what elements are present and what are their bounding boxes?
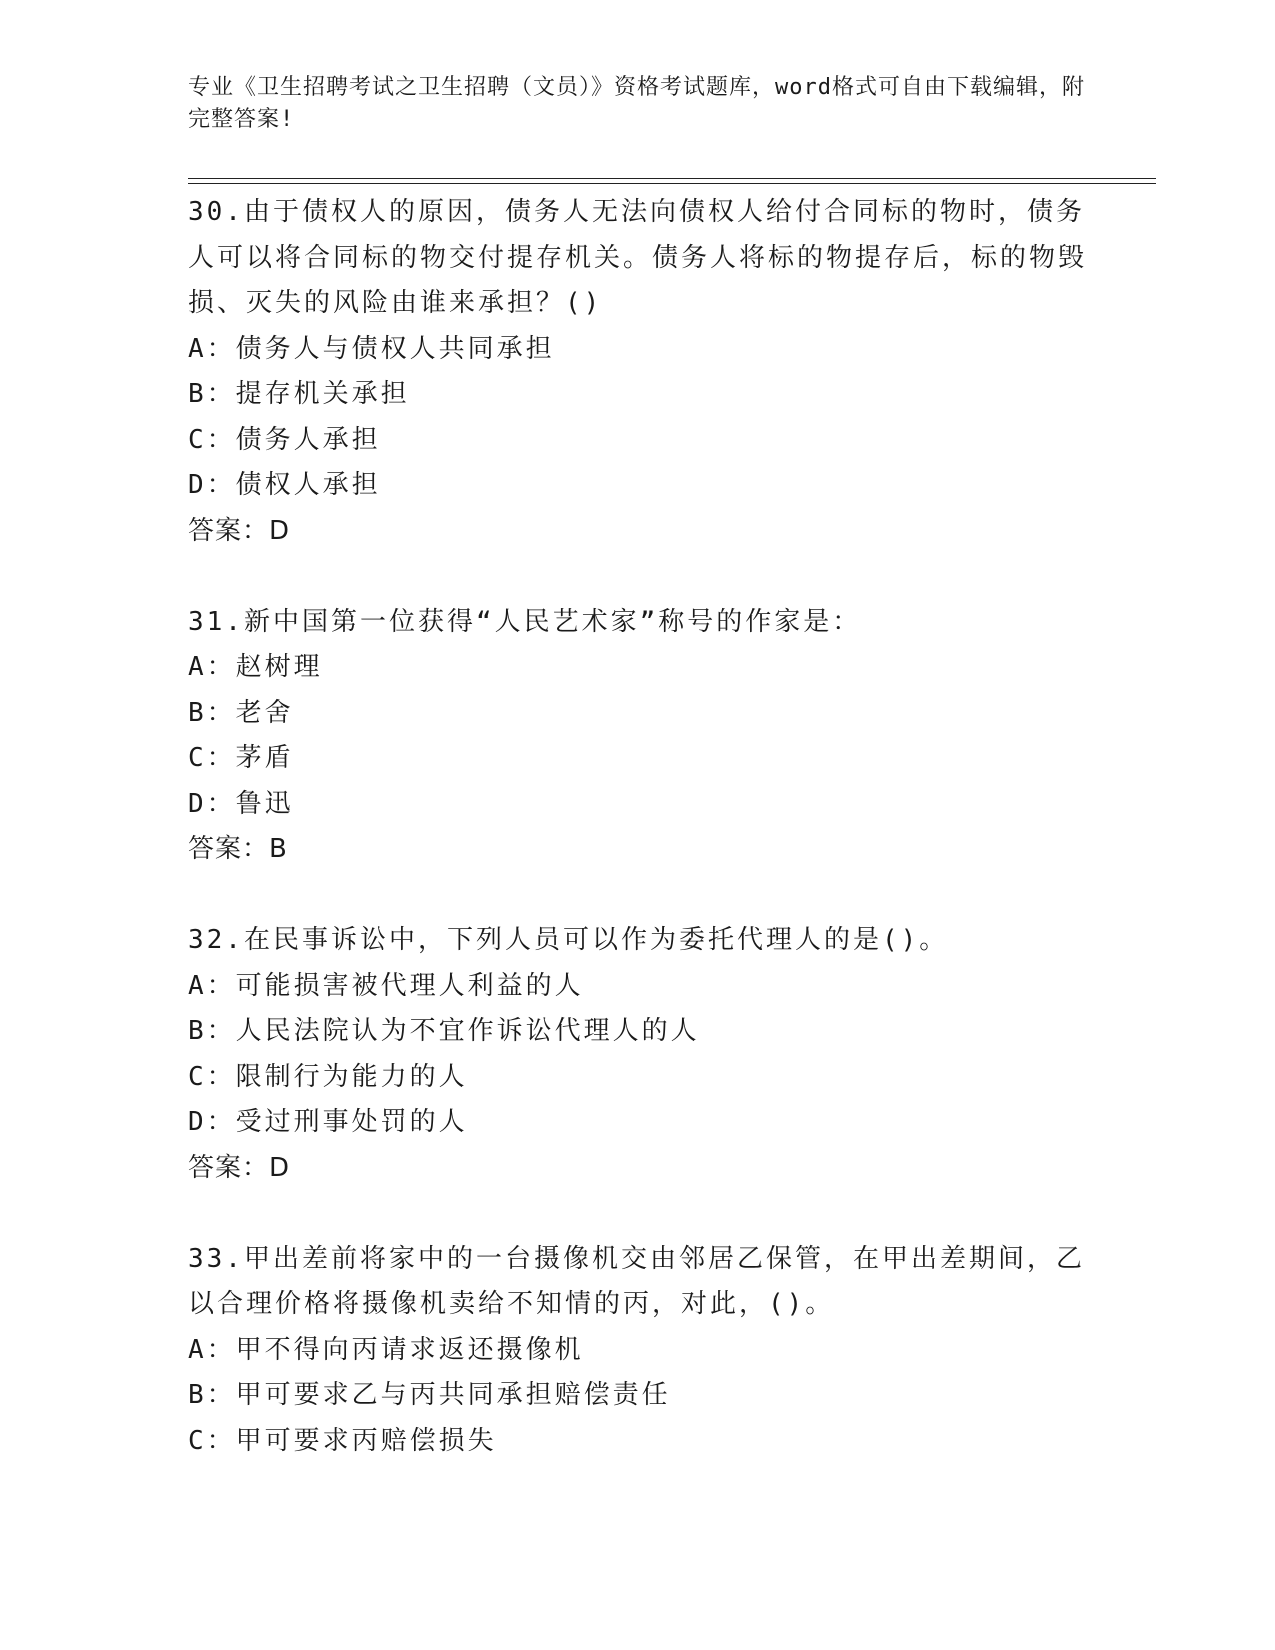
question-30 xyxy=(188,190,1088,554)
question-32 xyxy=(188,918,1088,1191)
option-a: A：可能损害被代理人利益的人 xyxy=(188,970,584,1001)
question-text: 33.甲出差前将家中的一台摄像机交由邻居乙保管，在甲出差期间，乙以合理价格将摄像机卖给不知情的丙，对此，()。 xyxy=(188,1243,1085,1319)
option-b: B：老舍 xyxy=(188,697,294,728)
answer-label: 答案：D xyxy=(188,515,291,546)
question-text: 31.新中国第一位获得“人民艺术家”称号的作家是： xyxy=(188,606,862,637)
header-divider-bottom xyxy=(188,183,1156,184)
option-d: D：债权人承担 xyxy=(188,470,381,500)
question-list xyxy=(188,190,1088,1464)
question-spacer xyxy=(188,1191,1088,1237)
option-a: A：赵树理 xyxy=(188,652,323,682)
option-b: B：提存机关承担 xyxy=(188,379,410,409)
option-c: C：债务人承担 xyxy=(188,424,381,455)
option-d: D：鲁迅 xyxy=(188,788,294,819)
document-header xyxy=(188,72,1088,136)
option-c: C：限制行为能力的人 xyxy=(188,1061,468,1092)
question-31 xyxy=(188,600,1088,873)
option-d: D：受过刑事处罚的人 xyxy=(188,1107,468,1137)
answer-label: 答案：B xyxy=(188,834,288,864)
question-spacer xyxy=(188,873,1088,919)
question-text: 32.在民事诉讼中，下列人员可以作为委托代理人的是()。 xyxy=(188,925,949,955)
question-33 xyxy=(188,1237,1088,1465)
question-spacer xyxy=(188,554,1088,600)
option-b: B：甲可要求乙与丙共同承担赔偿责任 xyxy=(188,1380,671,1410)
header-text: 专业《卫生招聘考试之卫生招聘（文员）》资格考试题库，word格式可自由下载编辑，附完整答案! xyxy=(188,75,1085,132)
option-a: A：债务人与债权人共同承担 xyxy=(188,333,555,364)
answer-label: 答案：D xyxy=(188,1152,291,1183)
option-c: C：甲可要求丙赔偿损失 xyxy=(188,1425,497,1456)
option-c: C：茅盾 xyxy=(188,743,294,773)
option-a: A：甲不得向丙请求返还摄像机 xyxy=(188,1334,584,1365)
option-b: B：人民法院认为不宜作诉讼代理人的人 xyxy=(188,1016,700,1046)
header-divider-top xyxy=(188,178,1156,179)
question-text: 30.由于债权人的原因，债务人无法向债权人给付合同标的物时，债务人可以将合同标的物交付提存机关。债务人将标的物提存后，标的物毁损、灭失的风险由谁来承担？() xyxy=(188,197,1088,318)
